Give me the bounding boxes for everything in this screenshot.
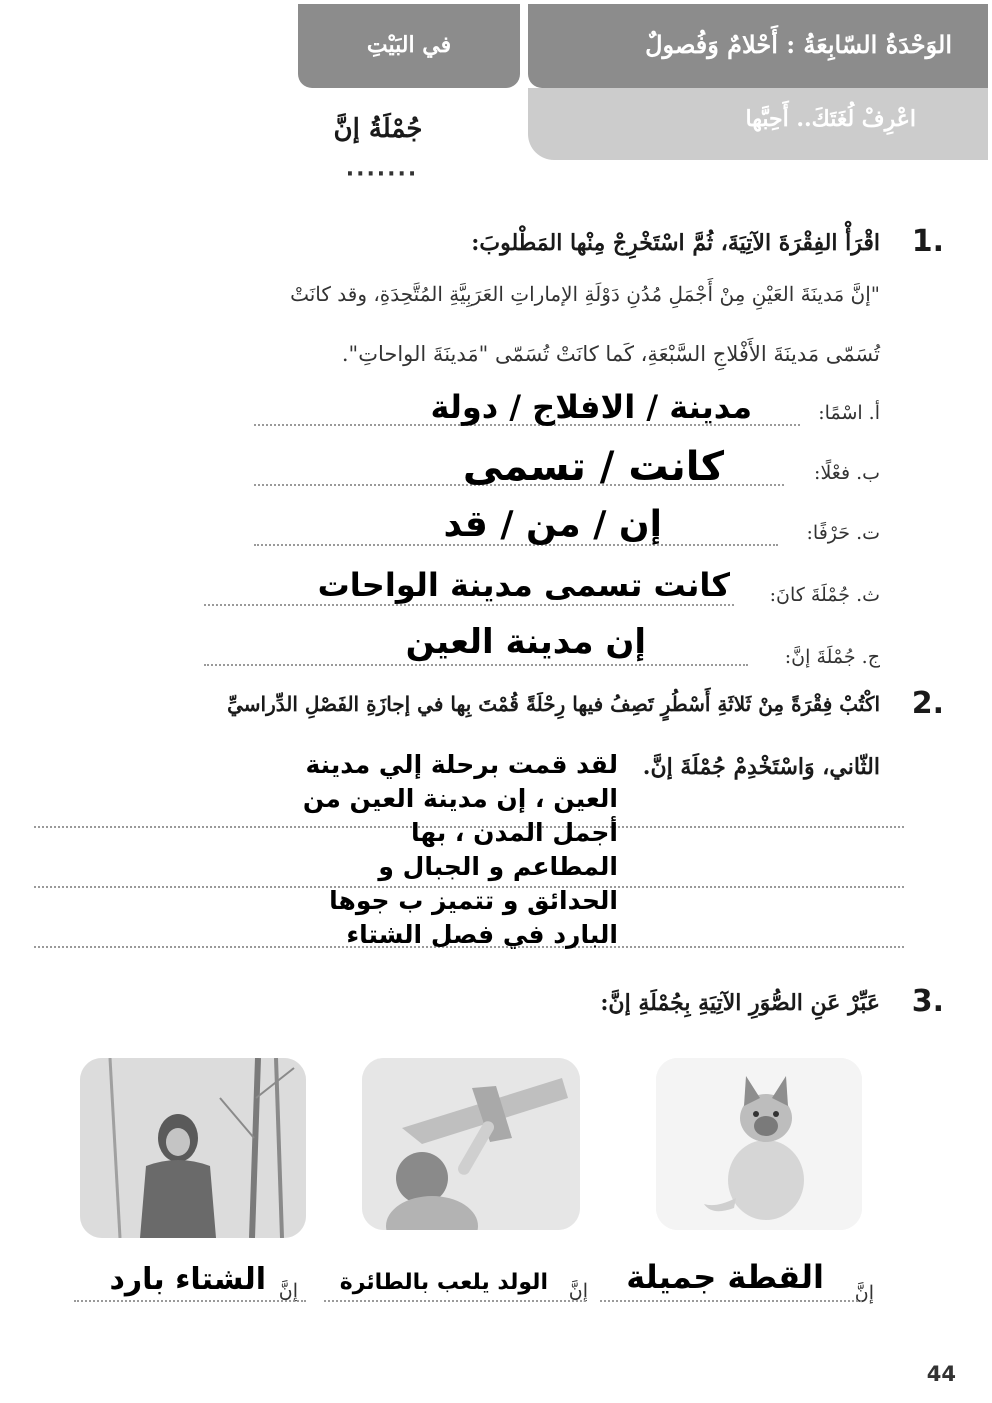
question-3-number: 3. (911, 984, 944, 1019)
item-t-label: ت. حَرْفًا: (806, 522, 880, 544)
item-j-label: ج. جُمْلَةَ إنَّ: (784, 646, 880, 668)
item-j-answer[interactable]: إن مدينة العين (405, 622, 646, 662)
winter-girl-icon (80, 1058, 306, 1238)
item-j-answer-line (204, 664, 748, 666)
cat-photo (656, 1058, 862, 1230)
picture-3-answer[interactable]: الشتاء بارد (109, 1262, 266, 1297)
question-3-prompt: عَبِّرْ عَنِ الصُّوَرِ الآتِيَةِ بِجُمْلَةِ إنَّ: (600, 990, 880, 1016)
question-2-answer[interactable]: لقد قمت برحلة إلي مدينة العين ، إن مدينة العين من أجمل المدن ، بها المطاعم و الجبال و الحدائق و تتميز ب جوها البارد في فصل الشتاء (302, 750, 618, 949)
item-b-answer[interactable]: كانت / تسمى (462, 444, 724, 490)
item-a-answer[interactable]: مدينة / الافلاج / دولة (430, 388, 752, 426)
unit-title: الوَحْدَةُ السّابِعَةُ : أَحْلامٌ وَفُصولٌ (645, 30, 952, 59)
picture-3-line (74, 1300, 306, 1302)
lesson-title: جُمْلَةُ إنَّ (333, 114, 423, 144)
question-2-prompt-line-2: الثّاني، وَاسْتَخْدِمْ جُمْلَةَ إنَّ. (642, 754, 880, 780)
question-2-number: 2. (911, 686, 944, 721)
picture-2-prefix: إنَّ (568, 1280, 588, 1302)
question-2-prompt-line-1: اكْتُبْ فِقْرَةً مِنْ ثَلاثَةِ أَسْطُرٍ تَصِفُ فيها رِحْلَةً قُمْتَ بِها في إجازَةِ الفَصْلِ الدِّراسيِّ (227, 692, 880, 716)
question-1-prompt: اقْرَأْ الفِقْرَةَ الآتِيَةَ، ثُمَّ اسْتَخْرِجْ مِنْها المَطْلوبَ: (471, 230, 880, 256)
item-b-label: ب. فعْلًا: (814, 462, 880, 484)
unit-subtitle: اعْرِفْ لُغَتَكَ.. أَحِبَّها (745, 106, 916, 132)
cat-icon (656, 1058, 862, 1230)
boy-airplane-icon (362, 1058, 580, 1230)
winter-girl-photo (80, 1058, 306, 1238)
question-1-number: 1. (911, 224, 944, 259)
item-th-answer-line (204, 604, 734, 606)
section-label: في البَيْتِ (366, 32, 452, 58)
picture-2-answer[interactable]: الولد يلعب بالطائرة (339, 1270, 548, 1295)
question-1-passage-line-1: "إنَّ مَدينَةَ العَيْنِ مِنْ أَجْمَلِ مُدُنِ دَوْلَةِ الإماراتِ العَرَبِيَّةِ المُتَّحِدَةِ، وقد كانَتْ (290, 282, 880, 306)
boy-airplane-photo (362, 1058, 580, 1230)
question-1-passage-line-2: تُسَمّى مَدينَةَ الأَفْلاجِ السَّبْعَةِ، كَما كانَتْ تُسَمّى "مَدينَةَ الواحاتِ". (341, 342, 880, 366)
item-th-label: ث. جُمْلَةَ كانَ: (769, 584, 880, 606)
page-number: 44 (926, 1362, 956, 1386)
item-t-answer[interactable]: إن / من / قد (443, 504, 662, 545)
lesson-title-dots: ······· (345, 162, 419, 187)
picture-2-line (324, 1300, 586, 1302)
picture-3-prefix: إنَّ (278, 1280, 298, 1302)
picture-1-prefix: إنَّ (854, 1282, 874, 1304)
item-th-answer[interactable]: كانت تسمى مدينة الواحات (317, 566, 730, 604)
picture-1-line (600, 1300, 862, 1302)
picture-1-answer[interactable]: القطة جميلة (626, 1258, 824, 1296)
item-a-label: أ. اسْمًا: (818, 402, 880, 424)
